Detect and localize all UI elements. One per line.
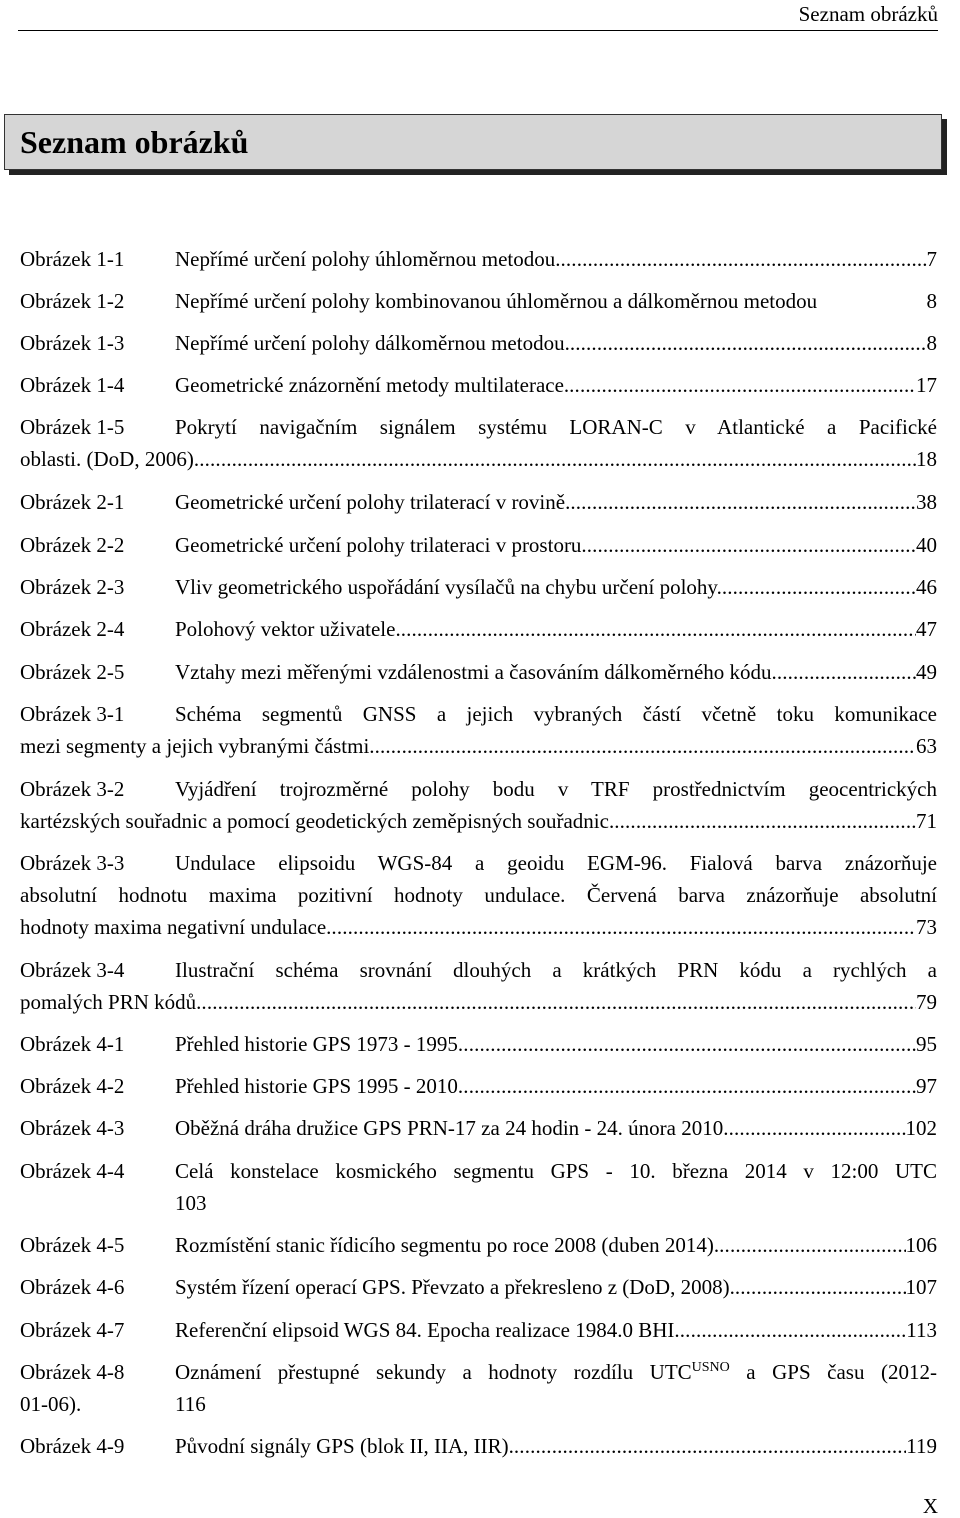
dot-leader — [723, 1112, 905, 1144]
entry-label: Obrázek 1-5 — [20, 415, 125, 439]
entry-label: Obrázek 2-5 — [20, 660, 125, 684]
entry-title: Nepřímé určení polohy dálkoměrnou metodou. — [175, 331, 570, 355]
entry-page: 7 — [926, 247, 937, 271]
entry-page: 97 — [916, 1074, 937, 1098]
dot-leader — [458, 1070, 916, 1102]
toc-entry[interactable] — [20, 954, 937, 1018]
entry-title: Geometrické znázornění metody multilaterace. — [175, 373, 570, 397]
entry-label: Obrázek 1-3 — [20, 331, 125, 355]
entry-page: 103 — [175, 1191, 207, 1215]
header-rule — [18, 30, 938, 31]
entry-title: Systém řízení operací GPS. Převzato a překresleno z (DoD, 2008). — [175, 1275, 735, 1299]
entry-page: 46 — [916, 575, 937, 599]
entry-label: Obrázek 1-4 — [20, 373, 125, 397]
toc-entry[interactable] — [20, 1070, 937, 1102]
entry-page: 63 — [916, 734, 937, 758]
toc-entry[interactable] — [20, 1314, 937, 1346]
entry-title: Polohový vektor uživatele. — [175, 617, 401, 641]
dot-leader — [735, 1271, 906, 1303]
entry-title: Nepřímé určení polohy úhloměrnou metodou. — [175, 247, 561, 271]
entry-title: Nepřímé určení polohy kombinovanou úhloměrnou a dálkoměrnou metodou — [175, 289, 818, 313]
entry-page: 40 — [916, 533, 937, 557]
entry-page: 79 — [916, 990, 937, 1014]
entry-label: Obrázek 4-3 — [20, 1116, 125, 1140]
entry-page: 71 — [916, 809, 937, 833]
dot-leader — [331, 911, 916, 943]
entry-title-line: kartézských souřadnic a pomocí geodetických zeměpisných souřadnic. — [20, 809, 615, 833]
toc-entry[interactable] — [20, 847, 937, 943]
entry-title: Vliv geometrického uspořádání vysílačů na chybu určení polohy. — [175, 575, 722, 599]
running-header: Seznam obrázků — [798, 2, 938, 26]
entry-title-line: oblasti. (DoD, 2006) — [20, 447, 194, 471]
entry-label: Obrázek 3-3 — [20, 851, 125, 875]
dot-leader — [561, 243, 927, 275]
entry-page: 95 — [916, 1032, 937, 1056]
entry-page: 49 — [916, 660, 937, 684]
dot-leader — [514, 1430, 906, 1462]
entry-title-line: hodnoty maxima negativní undulace. — [20, 915, 332, 939]
entry-title-line: Vyjádření trojrozměrné polohy bodu v TRF prostřednictvím geocentrických — [175, 777, 937, 801]
toc-entry[interactable] — [20, 1028, 937, 1060]
entry-title-line: absolutní hodnotu maxima pozitivní hodnoty undulace. Červená barva znázorňuje absolutní — [20, 883, 937, 907]
entry-title: Přehled historie GPS 1973 - 1995 — [175, 1032, 458, 1056]
dot-leader — [401, 613, 916, 645]
dot-leader — [570, 486, 916, 518]
dot-leader — [777, 656, 916, 688]
entry-label: Obrázek 1-2 — [20, 289, 125, 313]
title-box — [4, 114, 942, 170]
dot-leader — [201, 986, 916, 1018]
dot-leader — [569, 369, 916, 401]
toc-entry[interactable] — [20, 369, 937, 401]
toc-entry[interactable] — [20, 1356, 937, 1420]
entry-page: 102 — [905, 1116, 937, 1140]
toc-entry[interactable] — [20, 529, 937, 561]
dot-leader — [614, 805, 916, 837]
entry-page: 8 — [926, 289, 937, 313]
toc-entry[interactable] — [20, 656, 937, 688]
entry-page: 18 — [916, 447, 937, 471]
dot-leader — [375, 730, 916, 762]
dot-leader — [194, 443, 916, 475]
entry-title-line: Schéma segmentů GNSS a jejich vybraných částí včetně toku komunikace — [175, 702, 937, 726]
entry-page: 38 — [916, 490, 937, 514]
entry-label: Obrázek 2-4 — [20, 617, 125, 641]
entry-title-line: mezi segmenty a jejich vybranými částmi. — [20, 734, 375, 758]
dot-leader — [587, 529, 916, 561]
entry-title-line: Pokrytí navigačním signálem systému LORAN-C v Atlantické a Pacifické — [175, 415, 937, 439]
toc-entry[interactable] — [20, 327, 937, 359]
entry-label: Obrázek 4-5 — [20, 1233, 125, 1257]
entry-label: Obrázek 4-4 — [20, 1159, 125, 1183]
entry-title: Geometrické určení polohy trilaterací v rovině. — [175, 490, 571, 514]
utc-superscript: USNO — [691, 1360, 730, 1375]
entry-label: Obrázek 4-6 — [20, 1275, 125, 1299]
entry-page: 17 — [916, 373, 937, 397]
entry-title-text: Oznámení přestupné sekundy a hodnoty rozdílu UTC — [175, 1360, 692, 1384]
entry-page: 119 — [906, 1434, 937, 1458]
entry-title: Oběžná dráha družice GPS PRN-17 za 24 hodin - 24. února 2010 — [175, 1116, 724, 1140]
entry-title-line — [175, 1356, 937, 1388]
toc-entry[interactable] — [20, 1229, 937, 1261]
entry-title-line: Celá konstelace kosmického segmentu GPS - 10. března 2014 v 12:00 UTC — [175, 1159, 937, 1183]
toc-entry[interactable] — [20, 571, 937, 603]
entry-title: Vztahy mezi měřenými vzdálenostmi a časováním dálkoměrného kódu. — [175, 660, 777, 684]
toc-entry[interactable] — [20, 486, 937, 518]
entry-page: 113 — [906, 1318, 937, 1342]
toc-entry[interactable] — [20, 773, 937, 837]
toc-entry[interactable] — [20, 1112, 937, 1144]
entry-title-line: pomalých PRN kódů. — [20, 990, 202, 1014]
toc-entry[interactable] — [20, 1271, 937, 1303]
entry-page: 116 — [175, 1392, 206, 1416]
toc-entry[interactable] — [20, 1430, 937, 1462]
page-number: X — [922, 1494, 938, 1518]
entry-label: Obrázek 1-1 — [20, 247, 125, 271]
entry-label: Obrázek 3-4 — [20, 958, 125, 982]
toc-entry[interactable] — [20, 243, 937, 275]
dot-leader — [722, 571, 916, 603]
entry-title-text: a GPS času (2012- — [729, 1360, 937, 1384]
entry-label: Obrázek 4-7 — [20, 1318, 125, 1342]
entry-title: Referenční elipsoid WGS 84. Epocha realizace 1984.0 BHI — [175, 1318, 675, 1342]
entry-label: Obrázek 3-2 — [20, 777, 125, 801]
toc-entry[interactable] — [20, 613, 937, 645]
entry-title: Přehled historie GPS 1995 - 2010 — [175, 1074, 458, 1098]
entry-title-line: Ilustrační schéma srovnání dlouhých a krátkých PRN kódu a rychlých a — [175, 958, 937, 982]
page-title: Seznam obrázků — [20, 124, 249, 160]
toc-entry[interactable] — [20, 285, 937, 317]
toc-entry[interactable] — [20, 411, 937, 475]
entry-label: Obrázek 2-2 — [20, 533, 125, 557]
entry-title: Geometrické určení polohy trilateraci v prostoru. — [175, 533, 587, 557]
entry-page: 8 — [926, 331, 937, 355]
entry-label: Obrázek 4-2 — [20, 1074, 125, 1098]
entry-page: 106 — [905, 1233, 937, 1257]
entry-label: Obrázek 2-1 — [20, 490, 125, 514]
dot-leader — [719, 1229, 905, 1261]
entry-label-cont: 01-06). — [20, 1392, 82, 1416]
entry-title: Rozmístění stanic řídicího segmentu po roce 2008 (duben 2014). — [175, 1233, 720, 1257]
entry-title-line: Undulace elipsoidu WGS-84 a geoidu EGM-96. Fialová barva znázorňuje — [175, 851, 937, 875]
entry-page: 47 — [916, 617, 937, 641]
entry-title: Původní signály GPS (blok II, IIA, IIR). — [175, 1434, 514, 1458]
entry-page: 73 — [916, 915, 937, 939]
entry-label: Obrázek 2-3 — [20, 575, 125, 599]
dot-leader — [674, 1314, 906, 1346]
dot-leader — [458, 1028, 916, 1060]
dot-leader — [570, 327, 927, 359]
toc-entry[interactable] — [20, 1155, 937, 1219]
entry-label: Obrázek 3-1 — [20, 702, 125, 726]
toc-entry[interactable] — [20, 698, 937, 762]
entry-page: 107 — [905, 1275, 937, 1299]
entry-label: Obrázek 4-1 — [20, 1032, 125, 1056]
entry-label: Obrázek 4-9 — [20, 1434, 125, 1458]
entry-label: Obrázek 4-8 — [20, 1360, 125, 1384]
